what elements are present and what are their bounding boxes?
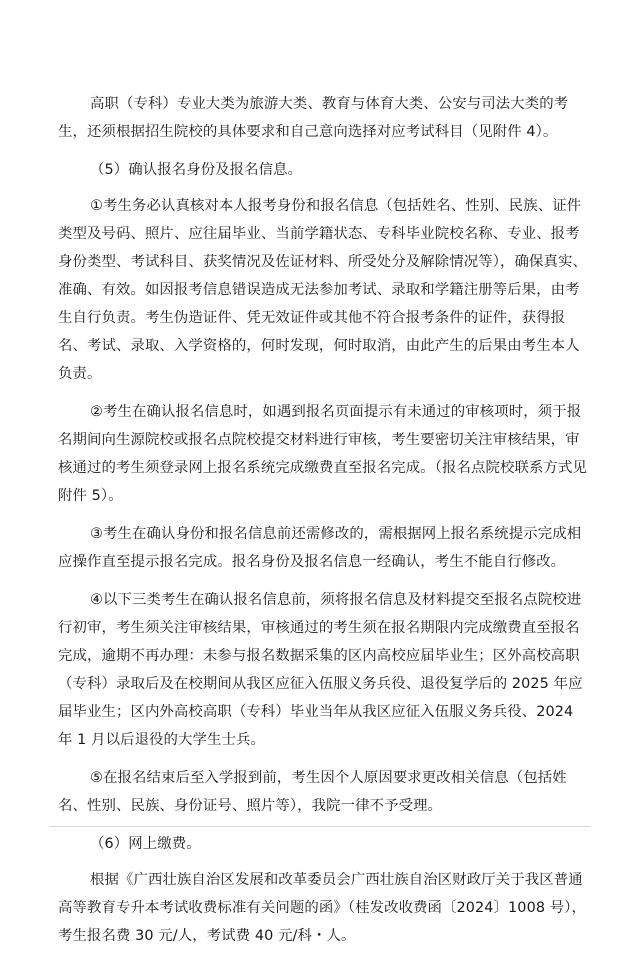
paragraph-item-2-review: ②考生在确认报名信息时，如遇到报名页面提示有未通过的审核项时，须于报名期间向生源院校或报名点院校提交材料进行审核，考生要密切关注审核结果，审核通过的考生须登录网上报名系统完成缴费直至报名完成。（报名点院校联系方式见附件 5）。 [58, 404, 587, 504]
paragraph-subject-requirement: 高职（专科）专业大类为旅游大类、教育与体育大类、公安与司法大类的考生，还须根据招生院校的具体要求和自己意向选择对应考试科目（见附件 4）。 [58, 96, 569, 140]
paragraph-item-3-modify: ③考生在确认身份和报名信息前还需修改的，需根据网上报名系统提示完成相应操作直至提示报名完成。报名身份及报名信息一经确认，考生不能自行修改。 [58, 526, 582, 570]
bottom-divider [50, 826, 590, 827]
section-heading-confirm-info: （5）确认报名身份及报名信息。 [90, 162, 303, 178]
paragraph-item-4-preliminary-review: ④以下三类考生在确认报名信息前，须将报名信息及材料提交至报名点院校进行初审，考生须关注审核结果，审核通过的考生须在报名期限内完成缴费直至报名完成，逾期不再办理：未参与报名数据采集的区内高校应届毕业生；区外高校高职（专科）录取后及在校期间从我区应征入伍服义务兵役、退役复学后的 2025 年应届毕业生；区内外高校高职（专科）毕业当年从我区应征入伍服义务兵役、2024 年 1 月以后退役的大学生士兵。 [58, 592, 583, 748]
document-body [58, 90, 592, 960]
paragraph-item-1-verify: ①考生务必认真核对本人报考身份和报名信息（包括姓名、性别、民族、证件类型及号码、照片、应往届毕业、当前学籍状态、专科毕业院校名称、专业、报考身份类型、考试科目、获奖情况及佐证材料、所受处分及解除情况等），确保真实、准确、有效。如因报考信息错误造成无法参加考试、录取和学籍注册等后果，由考生自行负责。考生伪造证件、凭无效证件或其他不符合报考条件的证件，获得报名、考试、录取、入学资格的，何时发现，何时取消，由此产生的后果由考生本人负责。 [58, 198, 587, 382]
section-heading-online-payment: （6）网上缴费。 [90, 836, 201, 852]
paragraph-item-5-no-change: ⑤在报名结束后至入学报到前，考生因个人原因要求更改相关信息（包括姓名、性别、民族、身份证号、照片等），我院一律不予受理。 [58, 770, 567, 814]
paragraph-fee-standard: 根据《广西壮族自治区发展和改革委员会广西壮族自治区财政厅关于我区普通高等教育专升本考试收费标准有关问题的函》（桂发改收费函〔2024〕1008 号），考生报名费 30 元/人，考试费 40 元/科・人。 [58, 872, 587, 944]
